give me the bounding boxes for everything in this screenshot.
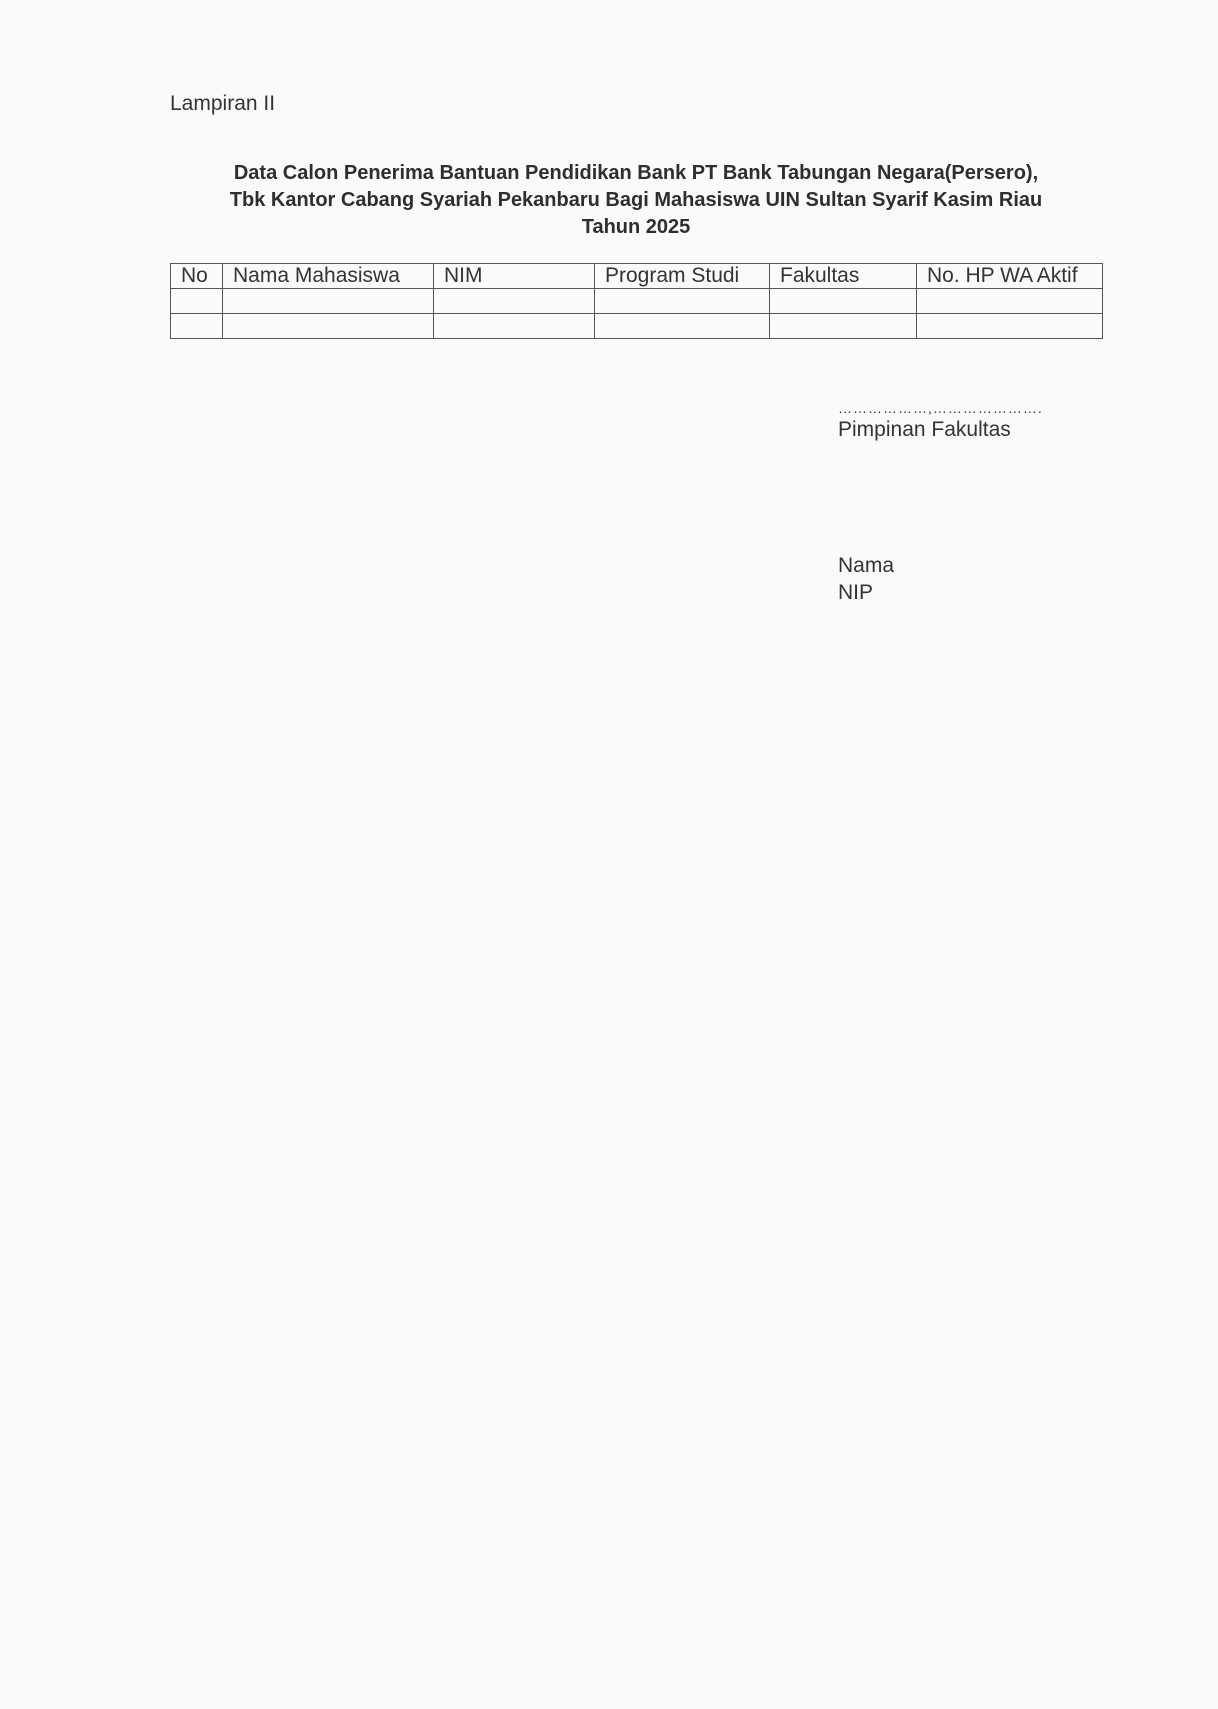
title-line-1: Data Calon Penerima Bantuan Pendidikan Bank PT Bank Tabungan Negara(Persero),: [233, 162, 1039, 184]
title-line-2: Tbk Kantor Cabang Syariah Pekanbaru Bagi Mahasiswa UIN Sultan Syarif Kasim Riau: [229, 189, 1043, 211]
table-cell: [171, 289, 223, 314]
table-cell: [917, 289, 1103, 314]
table-cell: [770, 314, 917, 339]
title-line-3: Tahun 2025: [581, 216, 691, 238]
table-cell: [434, 289, 595, 314]
table-row: [171, 314, 1103, 339]
column-header-program-studi: Program Studi: [595, 264, 770, 289]
table-cell: [223, 289, 434, 314]
document-title: [170, 160, 1102, 241]
table-cell: [917, 314, 1103, 339]
table-cell: [770, 289, 917, 314]
table-cell: [595, 289, 770, 314]
table-cell: [171, 314, 223, 339]
column-header-no: No: [171, 264, 223, 289]
signature-place-date: ………………,………………….: [838, 400, 1043, 416]
attachment-label: Lampiran II: [170, 92, 276, 115]
table-cell: [223, 314, 434, 339]
column-header-nim: NIM: [434, 264, 595, 289]
column-header-nama-mahasiswa: Nama Mahasiswa: [223, 264, 434, 289]
signature-block: [838, 400, 1043, 444]
signature-role: Pimpinan Fakultas: [838, 418, 1011, 441]
column-header-fakultas: Fakultas: [770, 264, 917, 289]
table-cell: [434, 314, 595, 339]
table-cell: [595, 314, 770, 339]
signature-identity: [838, 552, 894, 606]
recipient-table: [170, 263, 1103, 339]
column-header-no-hp-wa: No. HP WA Aktif: [917, 264, 1103, 289]
signature-name-label: Nama: [838, 554, 895, 577]
signature-nip-label: NIP: [838, 581, 874, 604]
table-header-row: [171, 264, 1103, 289]
table-row: [171, 289, 1103, 314]
